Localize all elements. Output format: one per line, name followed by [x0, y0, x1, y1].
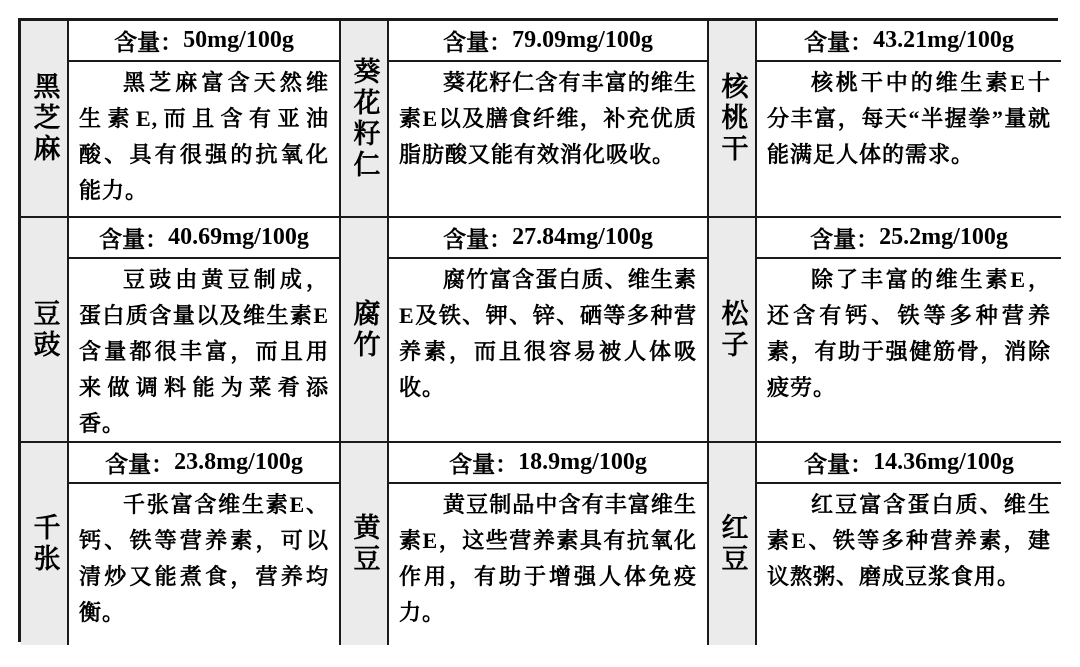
amount-label: 含量： — [99, 227, 169, 252]
food-cell-tofu-skin — [341, 218, 709, 443]
amount-value: 50mg/100g — [183, 27, 294, 53]
amount-label: 含量： — [449, 452, 519, 477]
food-label-column — [341, 443, 389, 645]
amount-label: 含量： — [804, 30, 874, 55]
food-description: 千张富含维生素E、钙、铁等营养素，可以清炒又能煮食，营养均衡。 — [79, 492, 329, 625]
food-name: 千张 — [29, 513, 60, 575]
food-cell-pine-nut — [709, 218, 1061, 443]
food-label-column — [21, 21, 69, 216]
food-name: 红豆 — [717, 513, 748, 575]
food-name: 核桃干 — [717, 72, 748, 165]
amount-row — [389, 218, 707, 259]
food-name: 松子 — [717, 298, 748, 361]
food-description: 豆豉由黄豆制成，蛋白质含量以及维生素E含量都很丰富，而且用来做调料能为菜肴添香。 — [79, 267, 329, 436]
food-cell-sunflower-seed — [341, 21, 709, 218]
amount-label: 含量： — [105, 452, 175, 477]
food-content-column — [757, 21, 1061, 216]
amount-label: 含量： — [443, 227, 513, 252]
amount-row — [757, 21, 1061, 62]
food-description: 核桃干中的维生素E十分丰富，每天“半握拳”量就能满足人体的需求。 — [767, 70, 1051, 167]
food-description: 葵花籽仁含有丰富的维生素E以及膳食纤维，补充优质脂肪酸又能有效消化吸收。 — [399, 70, 697, 167]
amount-value: 18.9mg/100g — [518, 449, 647, 475]
food-description: 黄豆制品中含有丰富维生素E，这些营养素具有抗氧化作用，有助于增强人体免疫力。 — [399, 492, 697, 625]
amount-value: 14.36mg/100g — [873, 449, 1014, 475]
food-name: 腐竹 — [349, 298, 380, 361]
food-label-column — [709, 218, 757, 441]
vitamin-e-content-table — [18, 18, 1058, 642]
amount-row — [69, 21, 339, 62]
food-label-column — [341, 21, 389, 216]
food-description: 除了丰富的维生素E，还含有钙、铁等多种营养素，有助于强健筋骨，消除疲劳。 — [767, 267, 1051, 400]
food-label-column — [709, 443, 757, 645]
food-content-column — [389, 443, 707, 645]
food-label-column — [21, 218, 69, 441]
amount-value: 25.2mg/100g — [879, 224, 1008, 250]
amount-label: 含量： — [810, 227, 880, 252]
food-cell-soybean — [341, 443, 709, 645]
amount-row — [69, 218, 339, 259]
amount-row — [757, 218, 1061, 259]
amount-row — [389, 443, 707, 484]
food-label-column — [709, 21, 757, 216]
amount-value: 27.84mg/100g — [512, 224, 653, 250]
food-content-column — [69, 21, 339, 216]
food-cell-black-sesame — [21, 21, 341, 218]
food-content-column — [757, 218, 1061, 441]
food-content-column — [69, 218, 339, 441]
food-content-column — [389, 21, 707, 216]
food-cell-red-bean — [709, 443, 1061, 645]
food-label-column — [341, 218, 389, 441]
amount-label: 含量： — [114, 30, 184, 55]
food-content-column — [389, 218, 707, 441]
amount-value: 43.21mg/100g — [873, 27, 1014, 53]
food-content-column — [757, 443, 1061, 645]
food-cell-dried-walnut — [709, 21, 1061, 218]
food-label-column — [21, 443, 69, 645]
amount-value: 40.69mg/100g — [168, 224, 309, 250]
amount-label: 含量： — [443, 30, 513, 55]
amount-row — [757, 443, 1061, 484]
amount-value: 79.09mg/100g — [512, 27, 653, 53]
food-name: 黄豆 — [349, 513, 380, 575]
amount-row — [69, 443, 339, 484]
amount-label: 含量： — [804, 452, 874, 477]
amount-value: 23.8mg/100g — [174, 449, 303, 475]
food-description: 黑芝麻富含天然维生素E,而且含有亚油酸、具有很强的抗氧化能力。 — [79, 70, 329, 203]
food-description: 红豆富含蛋白质、维生素E、铁等多种营养素，建议熬粥、磨成豆浆食用。 — [767, 492, 1051, 589]
food-description: 腐竹富含蛋白质、维生素E及铁、钾、锌、硒等多种营养素，而且很容易被人体吸收。 — [399, 267, 697, 400]
food-cell-tofu-sheet — [21, 443, 341, 645]
food-name: 黑芝麻 — [29, 72, 60, 165]
food-cell-fermented-soybean — [21, 218, 341, 443]
amount-row — [389, 21, 707, 62]
food-name: 葵花籽仁 — [349, 56, 380, 181]
food-content-column — [69, 443, 339, 645]
food-name: 豆豉 — [29, 298, 60, 361]
